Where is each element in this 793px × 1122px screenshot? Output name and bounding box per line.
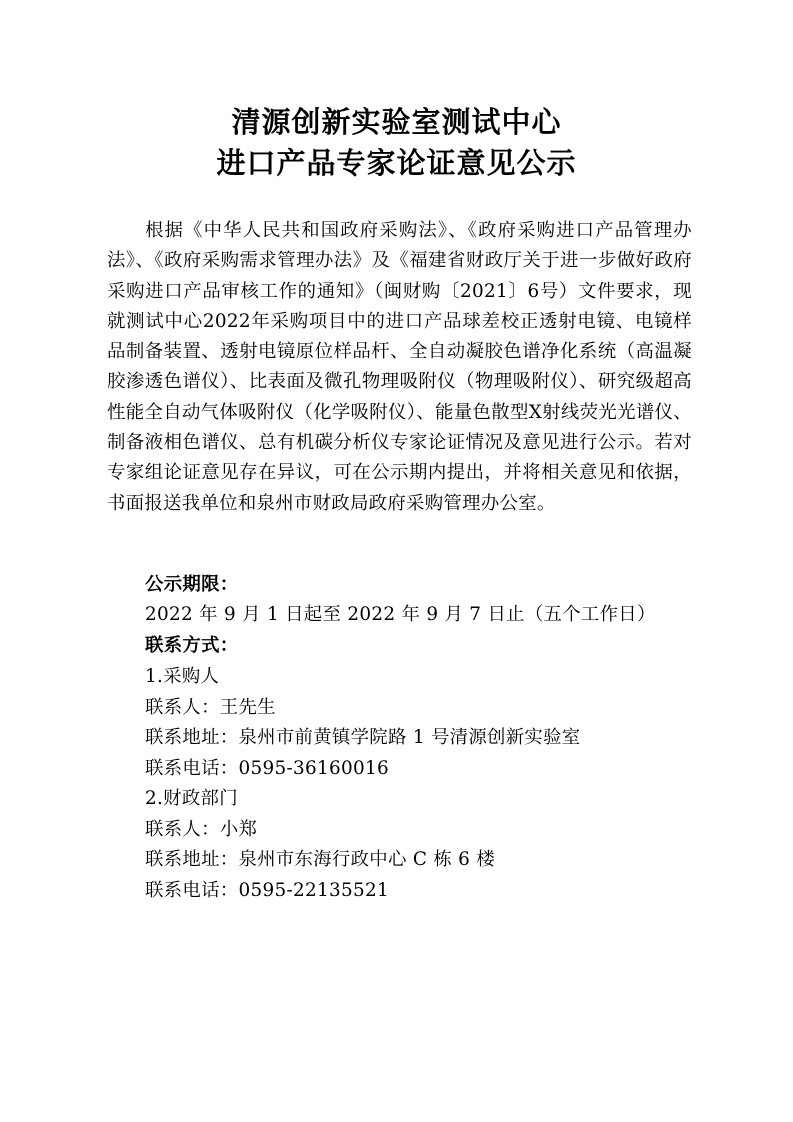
finance-dept-heading: 2.财政部门 <box>145 788 238 809</box>
finance-dept-contact-person: 联系人：小郑 <box>145 819 258 840</box>
finance-dept-address: 联系地址：泉州市东海行政中心 C 栋 6 楼 <box>145 849 496 870</box>
purchaser-heading: 1.采购人 <box>145 666 220 687</box>
document-title-line1: 清源创新实验室测试中心 <box>231 105 562 139</box>
purchaser-phone: 联系电话：0595-36160016 <box>145 758 389 779</box>
period-heading: 公示期限： <box>145 574 239 595</box>
period-text: 2022 年 9 月 1 日起至 2022 年 9 月 7 日止（五个工作日） <box>145 604 656 625</box>
purchaser-contact-person: 联系人：王先生 <box>145 697 276 718</box>
intro-paragraph: 根据《中华人民共和国政府采购法》、《政府采购进口产品管理办法》、《政府采购需求管理办法》及《福建省财政厅关于进一步做好政府采购进口产品审核工作的通知》（闽财购〔2021〕6号）文件要求，现就测试中心2022年采购项目中的进口产品球差校正透射电镜、电镜样品制备装置、透射电镜原位样品杆、全自动凝胶色谱净化系统（高温凝胶渗透色谱仪）、比表面及微孔物理吸附仪（物理吸附仪）、研究级超高性能全自动气体吸附仪（化学吸附仪）、能量色散型X射线荧光光谱仪、制备液相色谱仪、总有机碳分析仪专家论证情况及意见进行公示。若对专家组论证意见存在异议，可在公示期内提出，并将相关意见和依据，书面报送我单位和泉州市财政局政府采购管理办公室。 <box>107 220 692 514</box>
document-title-line2: 进口产品专家论证意见公示 <box>216 146 577 180</box>
purchaser-address: 联系地址：泉州市前黄镇学院路 1 号清源创新实验室 <box>145 727 581 748</box>
contact-heading: 联系方式： <box>145 635 239 656</box>
finance-dept-phone: 联系电话：0595-22135521 <box>145 880 389 901</box>
